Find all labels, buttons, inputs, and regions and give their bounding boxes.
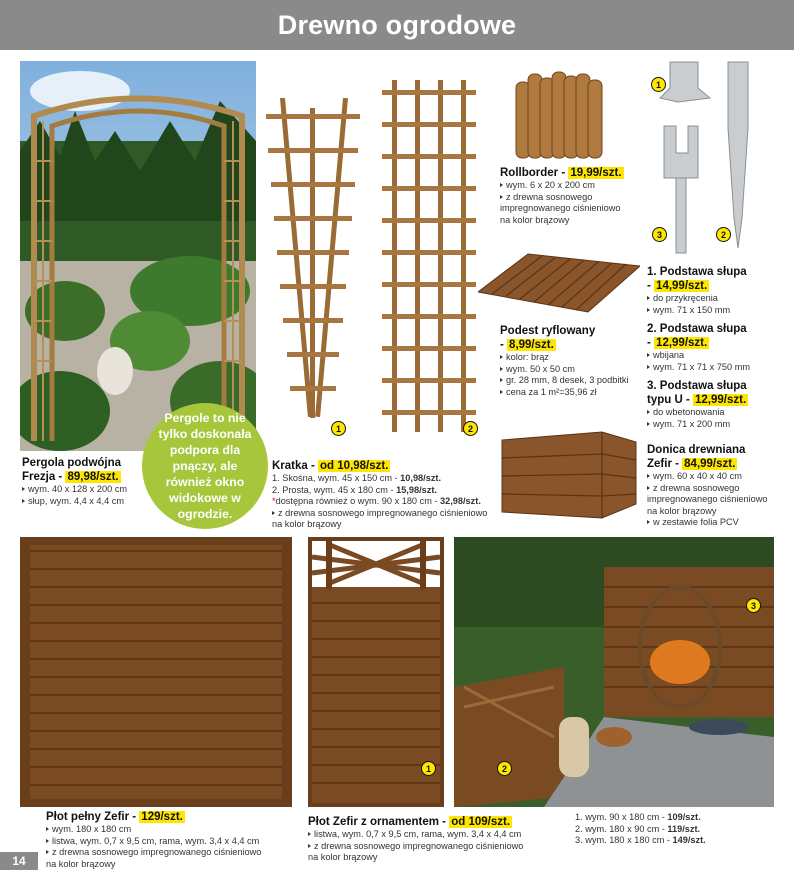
badge-1-plot: 1 <box>421 761 436 776</box>
pergola-photo <box>20 61 256 451</box>
rollborder-spec: impregnowanego ciśnieniowo <box>500 203 621 213</box>
rollborder-spec: z drewna sosnowego <box>500 192 624 204</box>
rollborder-image <box>512 68 606 164</box>
podest-title: Podest ryflowany <box>500 325 596 337</box>
podstawa-3-price: 12,99/szt. <box>695 394 747 406</box>
promo-bubble-text: Pergole to nie tylko doskonała podpora dla pnączy, ale również okno widokowe w ogrodzie. <box>158 411 252 521</box>
plot-sizes: 1. wym. 90 x 180 cm - 109/szt. 2. wym. 180 x 90 cm - 119/szt. 3. wym. 180 x 180 cm - 149/szt. <box>575 812 706 845</box>
podest-image <box>478 252 640 314</box>
plot-ornament-info: Płot Zefir z ornamentem - od 109/szt. listwa, wym. 0,7 x 9,5 cm, rama, wym. 3,4 x 4,4 cm z drewna sosnowego impregnowanego ciśnieniowo na kolor brązowy <box>308 816 524 862</box>
pergola-info <box>22 456 127 507</box>
kratka-prosta-image <box>382 80 476 432</box>
rollborder-price: 19,99/szt. <box>570 167 622 179</box>
plot-pelny-price: 129/szt. <box>141 811 183 823</box>
rollborder-title: Rollborder - <box>500 167 566 179</box>
pergola-price: 89,98/szt. <box>67 471 119 483</box>
podest-price: 8,99/szt. <box>509 339 554 351</box>
pergola-title-2: Frezja - <box>22 471 63 483</box>
podstawa-3-info: 3. Podstawa słupa typu U - 12,99/szt. do wbetonowania wym. 71 x 200 mm <box>647 380 747 429</box>
podest-info: Podest ryflowany - 8,99/szt. kolor: brąz wym. 50 x 50 cm gr. 28 mm, 8 desek, 3 podbitki cena za 1 m²=35,96 zł <box>500 325 629 397</box>
donica-price: 84,99/szt. <box>684 458 736 470</box>
promo-bubble <box>142 403 268 529</box>
plot-pelny-info: Płot pełny Zefir - 129/szt. wym. 180 x 180 cm listwa, wym. 0,7 x 9,5 cm, rama, wym. 3,4 x 4,4 cm z drewna sosnowego impregnowanego ciśnieniowo na kolor brązowy <box>46 811 262 869</box>
podstawa-2-price: 12,99/szt. <box>656 337 708 349</box>
badge-1-kratka: 1 <box>331 421 346 436</box>
badge-3-garden: 3 <box>746 598 761 613</box>
badge-3-podstawa: 3 <box>652 227 667 242</box>
rollborder-info <box>500 166 624 226</box>
badge-2-garden: 2 <box>497 761 512 776</box>
podstawa-2-title: 2. Podstawa słupa <box>647 323 747 335</box>
kratka-line: na kolor brązowy <box>272 519 342 529</box>
kratka-title: Kratka - <box>272 460 315 472</box>
kratka-line: *dostępna również o wym. 90 x 180 cm - 32,98/szt. <box>272 496 481 506</box>
kratka-info <box>272 459 487 531</box>
plot-pelny-title: Płot pełny Zefir - <box>46 811 137 823</box>
pergola-spec: wym. 40 x 128 x 200 cm <box>22 484 127 496</box>
podstawa-2-info: 2. Podstawa słupa - 12,99/szt. wbijana wym. 71 x 71 x 750 mm <box>647 323 751 372</box>
badge-1-podstawa: 1 <box>651 77 666 92</box>
plot-ornament-title: Płot Zefir z ornamentem - <box>308 816 447 828</box>
kratka-skosna-image <box>262 98 364 432</box>
donica-info: Donica drewniana Zefir - 84,99/szt. wym. 60 x 40 x 40 cm z drewna sosnowego impregnowanego ciśnieniowo na kolor brązowy w zestawie folia PCV <box>647 444 768 527</box>
post-base-images <box>648 58 768 256</box>
page-title: Drewno ogrodowe <box>277 9 517 40</box>
rollborder-spec: wym. 6 x 20 x 200 cm <box>500 180 624 192</box>
donica-title: Donica drewniana <box>647 444 746 456</box>
kratka-price: od 10,98/szt. <box>320 460 389 472</box>
badge-2-kratka: 2 <box>463 421 478 436</box>
pergola-title: Pergola podwójna <box>22 457 122 469</box>
pergola-spec: słup, wym. 4,4 x 4,4 cm <box>22 496 127 508</box>
kratka-line: 1. Skośna, wym. 45 x 150 cm - 10,98/szt. <box>272 473 442 483</box>
podstawa-1-price: 14,99/szt. <box>656 280 708 292</box>
badge-2-podstawa: 2 <box>716 227 731 242</box>
donica-image <box>498 428 638 520</box>
page-number: 14 <box>0 852 38 870</box>
plot-ornament-price: od 109/szt. <box>451 816 511 828</box>
rollborder-spec: na kolor brązowy <box>500 214 570 225</box>
page-header <box>0 0 794 50</box>
plot-pelny-image <box>20 537 292 807</box>
kratka-line: z drewna sosnowego impregnowanego ciśnieniowo <box>272 508 487 520</box>
podstawa-1-title: 1. Podstawa słupa <box>647 266 747 278</box>
kratka-line: 2. Prosta, wym. 45 x 180 cm - 15,98/szt. <box>272 484 437 495</box>
podstawa-1-info: 1. Podstawa słupa - 14,99/szt. do przykręcenia wym. 71 x 150 mm <box>647 266 747 315</box>
podstawa-3-title: 3. Podstawa słupa <box>647 380 747 392</box>
